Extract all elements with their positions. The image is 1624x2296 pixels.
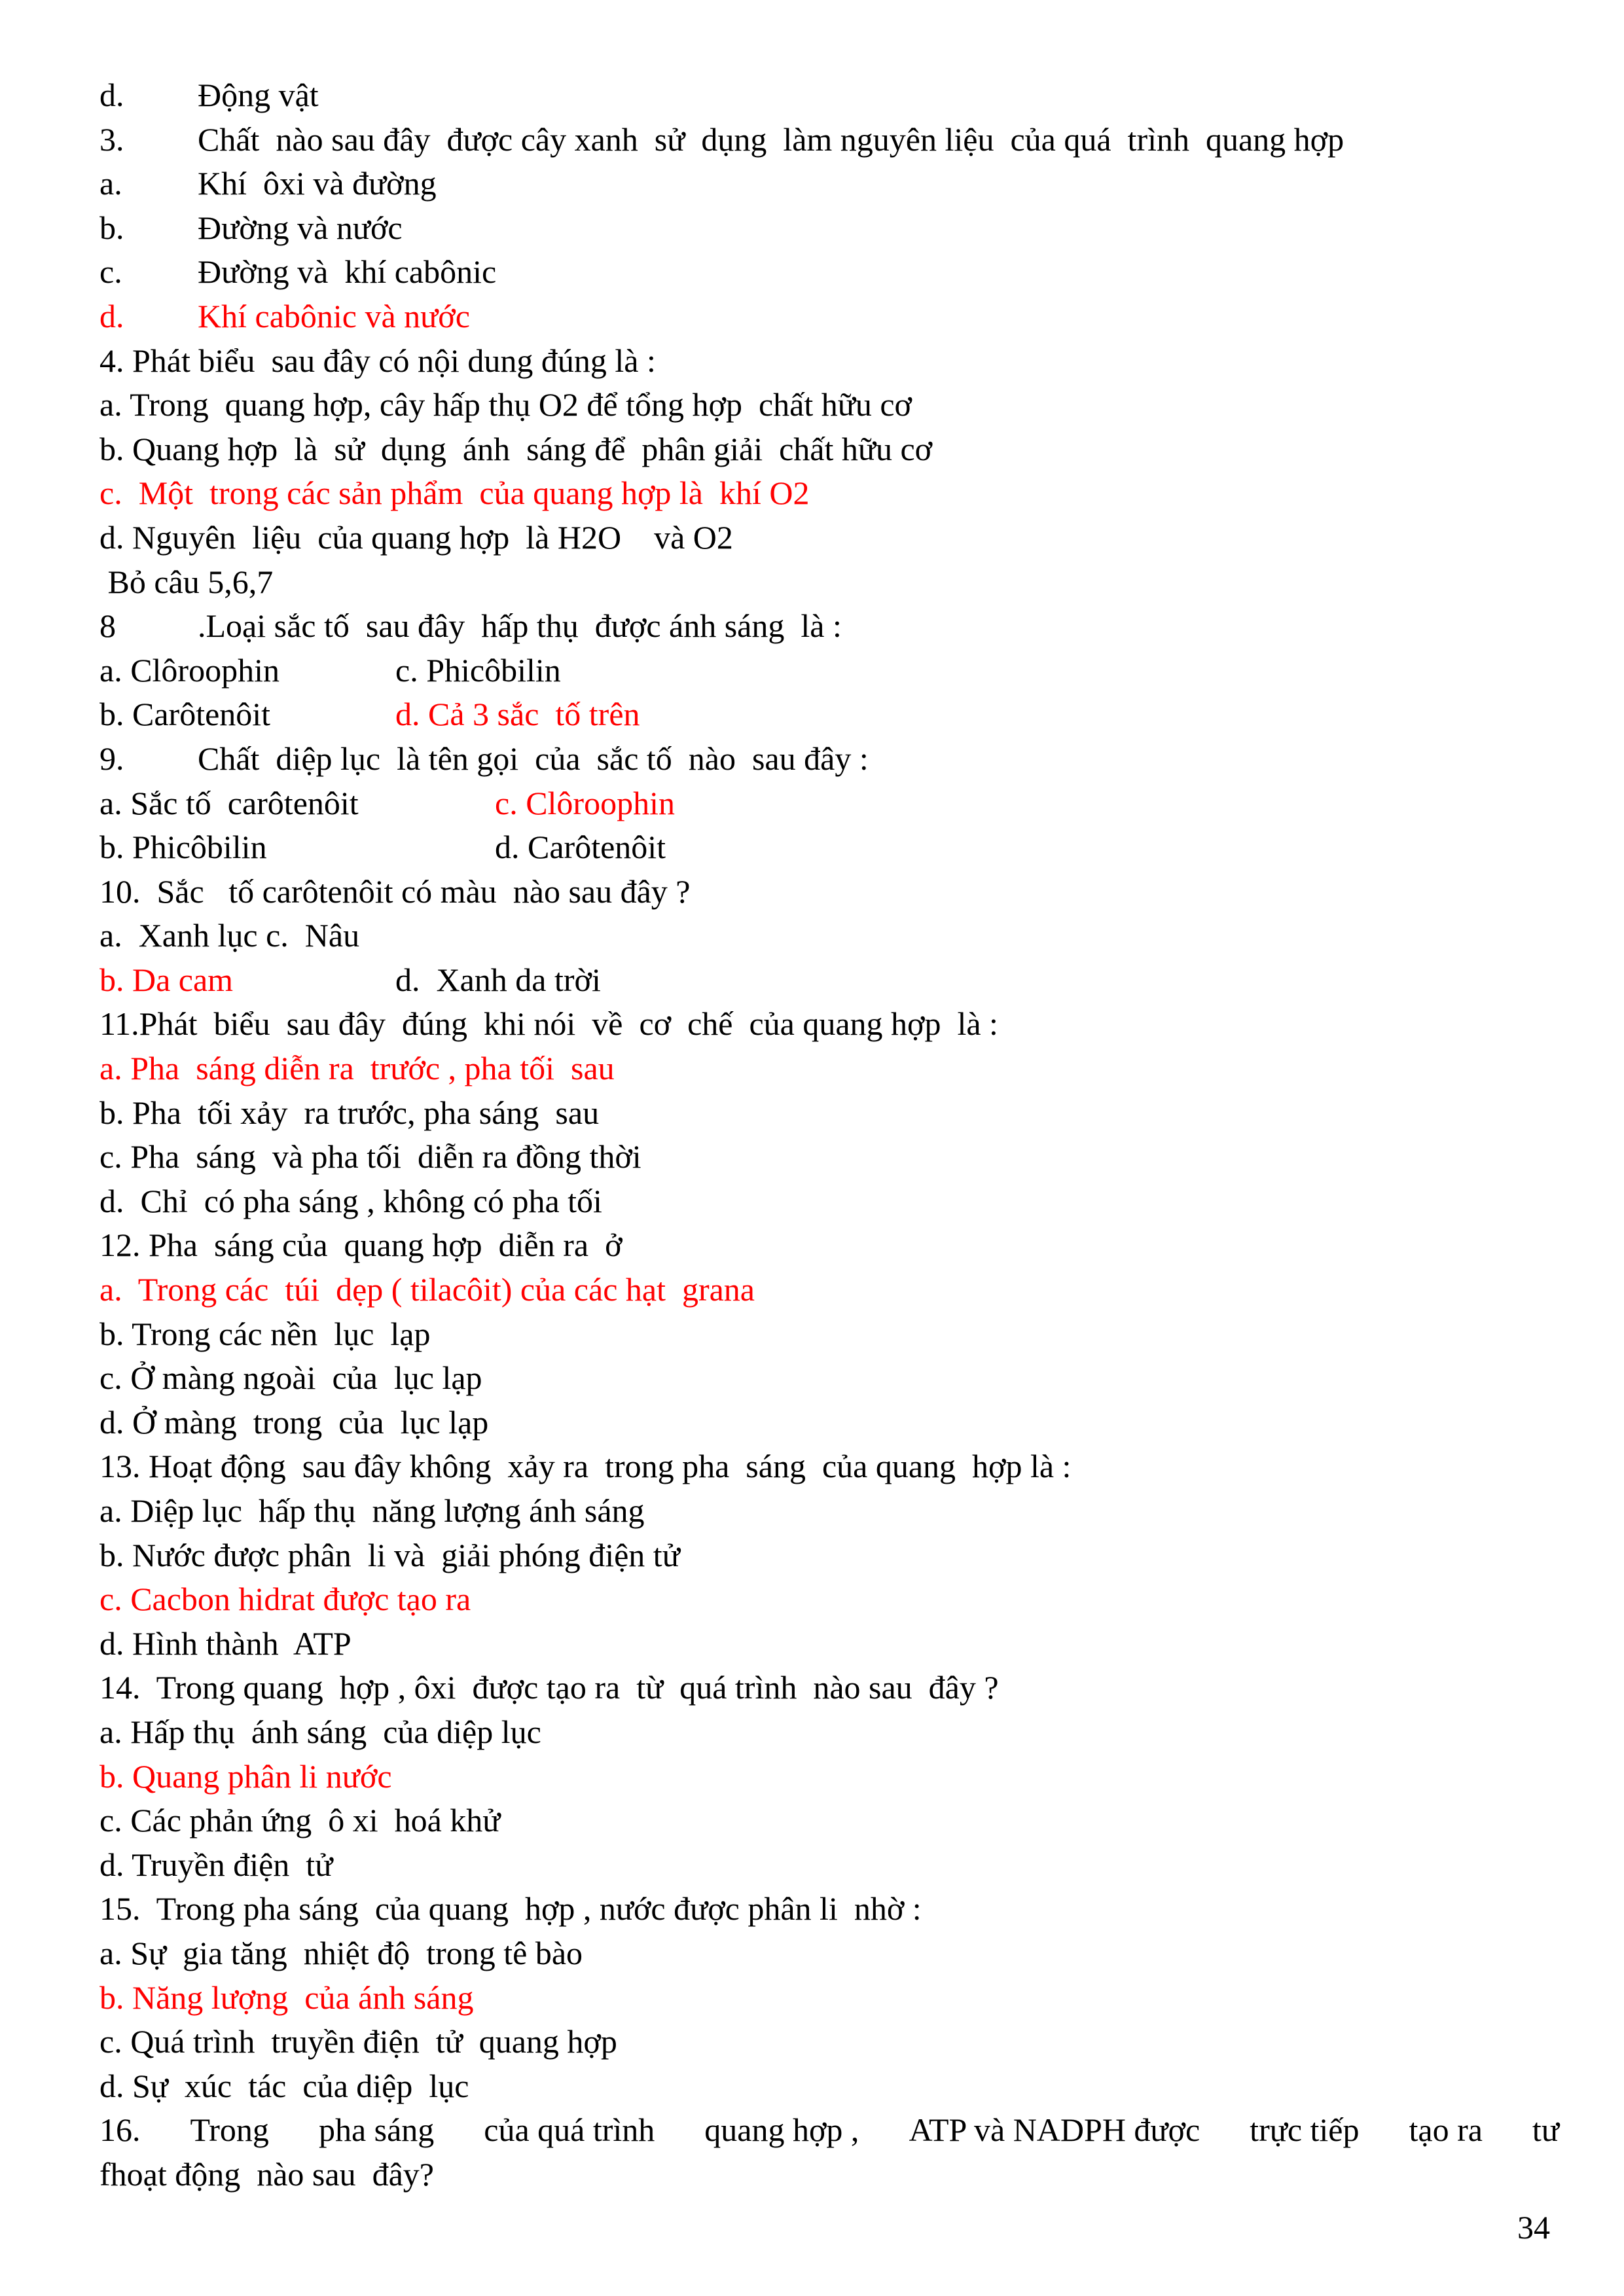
item-marker: b. [99,209,124,246]
text-line: 13. Hoạt động sau đây không xảy ra trong pha sáng của quang hợp là : [99,1448,1072,1485]
word: ATP và NADPH được [909,2111,1200,2149]
word: pha sáng [318,2111,435,2149]
option-text: c. Phicôbilin [395,651,561,689]
answer-line: c. Cacbon hidrat được tạo ra [99,1581,471,1618]
text-line [99,825,1559,870]
item-text: Đường và khí cabônic [198,253,497,291]
text-line: 4. Phát biểu sau đây có nội dung đúng là : [99,342,656,379]
option-text: a. Clôroophin [99,651,280,689]
text-line: c. Các phản ứng ô xi hoá khử [99,1802,501,1839]
text-line: a. Sự gia tăng nhiệt độ trong tê bào [99,1934,583,1971]
option-text: a. Sắc tố carôtenôit [99,784,359,821]
text-line: a. Hấp thụ ánh sáng của diệp lục [99,1713,541,1750]
option-text: d. Cả 3 sắc tố trên [395,696,640,733]
text-line [99,781,1559,826]
text-line: 10. Sắc tố carôtenôit có màu nào sau đây ? [99,872,691,910]
text-line [99,162,1559,206]
text-line [99,118,1559,162]
item-marker: 3. [99,120,124,158]
text-line: a. Trong quang hợp, cây hấp thụ O2 để tổng hợp chất hữu cơ [99,386,912,423]
text-line: c. Quá trình truyền điện tử quang hợp [99,2023,617,2060]
text-line: a. Xanh lục c. Nâu [99,917,360,954]
text-line: c. Ở màng ngoài của lục lạp [99,1359,482,1397]
answer-line: c. Một trong các sản phẩm của quang hợp là khí O2 [99,475,810,512]
text-line [99,206,1559,251]
item-marker: c. [99,253,122,291]
text-line: 11.Phát biểu sau đây đúng khi nói về cơ chế của quang hợp là : [99,1005,998,1043]
page-number: 34 [1517,2209,1550,2246]
text-line: b. Quang hợp là sử dụng ánh sáng để phân giải chất hữu cơ [99,430,933,467]
text-line: 12. Pha sáng của quang hợp diễn ra ở [99,1227,623,1264]
text-line: b. Nước được phân li và giải phóng điện tử [99,1536,680,1573]
word: tạo ra [1409,2111,1483,2149]
word: tư [1532,2111,1559,2149]
text-line: d. Truyền điện tử [99,1846,333,1883]
answer-line [99,295,1559,339]
text-line [99,73,1559,118]
word: quang hợp , [704,2111,859,2149]
word: Trong [190,2111,269,2149]
answer-line: a. Trong các túi dẹp ( tilacôit) của các hạt grana [99,1271,755,1308]
text-line [99,2108,1559,2153]
item-text: Đường và nước [198,209,403,246]
text-line: d. Nguyên liệu của quang hợp là H2O và O2 [99,518,733,556]
text-line: d. Sự xúc tác của diệp lục [99,2067,469,2104]
item-marker: d. [99,297,124,334]
item-text: Chất nào sau đây được cây xanh sử dụng làm nguyên liệu của quá trình quang hợp [198,120,1344,158]
word: trực tiếp [1250,2111,1360,2149]
option-text: c. Clôroophin [495,784,675,821]
text-line: b. Trong các nền lục lạp [99,1315,431,1352]
text-line: d. Hình thành ATP [99,1624,352,1662]
answer-line: b. Quang phân li nước [99,1757,392,1795]
text-line: d. Ở màng trong của lục lạp [99,1403,489,1441]
text-line: b. Pha tối xảy ra trước, pha sáng sau [99,1094,600,1131]
text-line: c. Pha sáng và pha tối diễn ra đồng thời [99,1138,641,1175]
text-line: 14. Trong quang hợp , ôxi được tạo ra từ quá trình nào sau đây ? [99,1669,999,1706]
item-text: .Loại sắc tố sau đây hấp thụ được ánh sáng là : [198,607,842,645]
option-text: b. Carôtenôit [99,696,271,733]
option-text: b. Phicôbilin [99,829,267,866]
text-line: fhoạt động nào sau đây? [99,2155,434,2193]
answer-line: b. Năng lượng của ánh sáng [99,1979,474,2016]
word: 16. [99,2111,141,2149]
item-text: Động vật [198,77,319,113]
text-line: Bỏ câu 5,6,7 [99,563,274,600]
text-line: a. Diệp lục hấp thụ năng lượng ánh sáng [99,1492,645,1529]
item-marker: a. [99,165,122,202]
text-line [99,649,1559,693]
item-marker: d. [99,77,124,113]
item-text: Khí cabônic và nước [198,297,470,334]
text-line [99,958,1559,1003]
text-line [99,692,1559,737]
text-line [99,250,1559,295]
text-line [99,737,1559,781]
answer-line: a. Pha sáng diễn ra trước , pha tối sau [99,1050,615,1087]
word: của quá trình [484,2111,655,2149]
item-text: Khí ôxi và đường [198,165,437,202]
document-body [99,73,1559,2197]
option-text: b. Da cam [99,961,234,998]
text-line: 15. Trong pha sáng của quang hợp , nước được phân li nhờ : [99,1890,922,1928]
text-line [99,604,1559,649]
option-text: d. Xanh da trời [395,961,601,998]
item-marker: 9. [99,740,124,777]
item-text: Chất diệp lục là tên gọi của sắc tố nào sau đây : [198,740,869,777]
text-line: d. Chỉ có pha sáng , không có pha tối [99,1182,602,1219]
option-text: d. Carôtenôit [495,829,666,866]
item-marker: 8 [99,607,116,645]
